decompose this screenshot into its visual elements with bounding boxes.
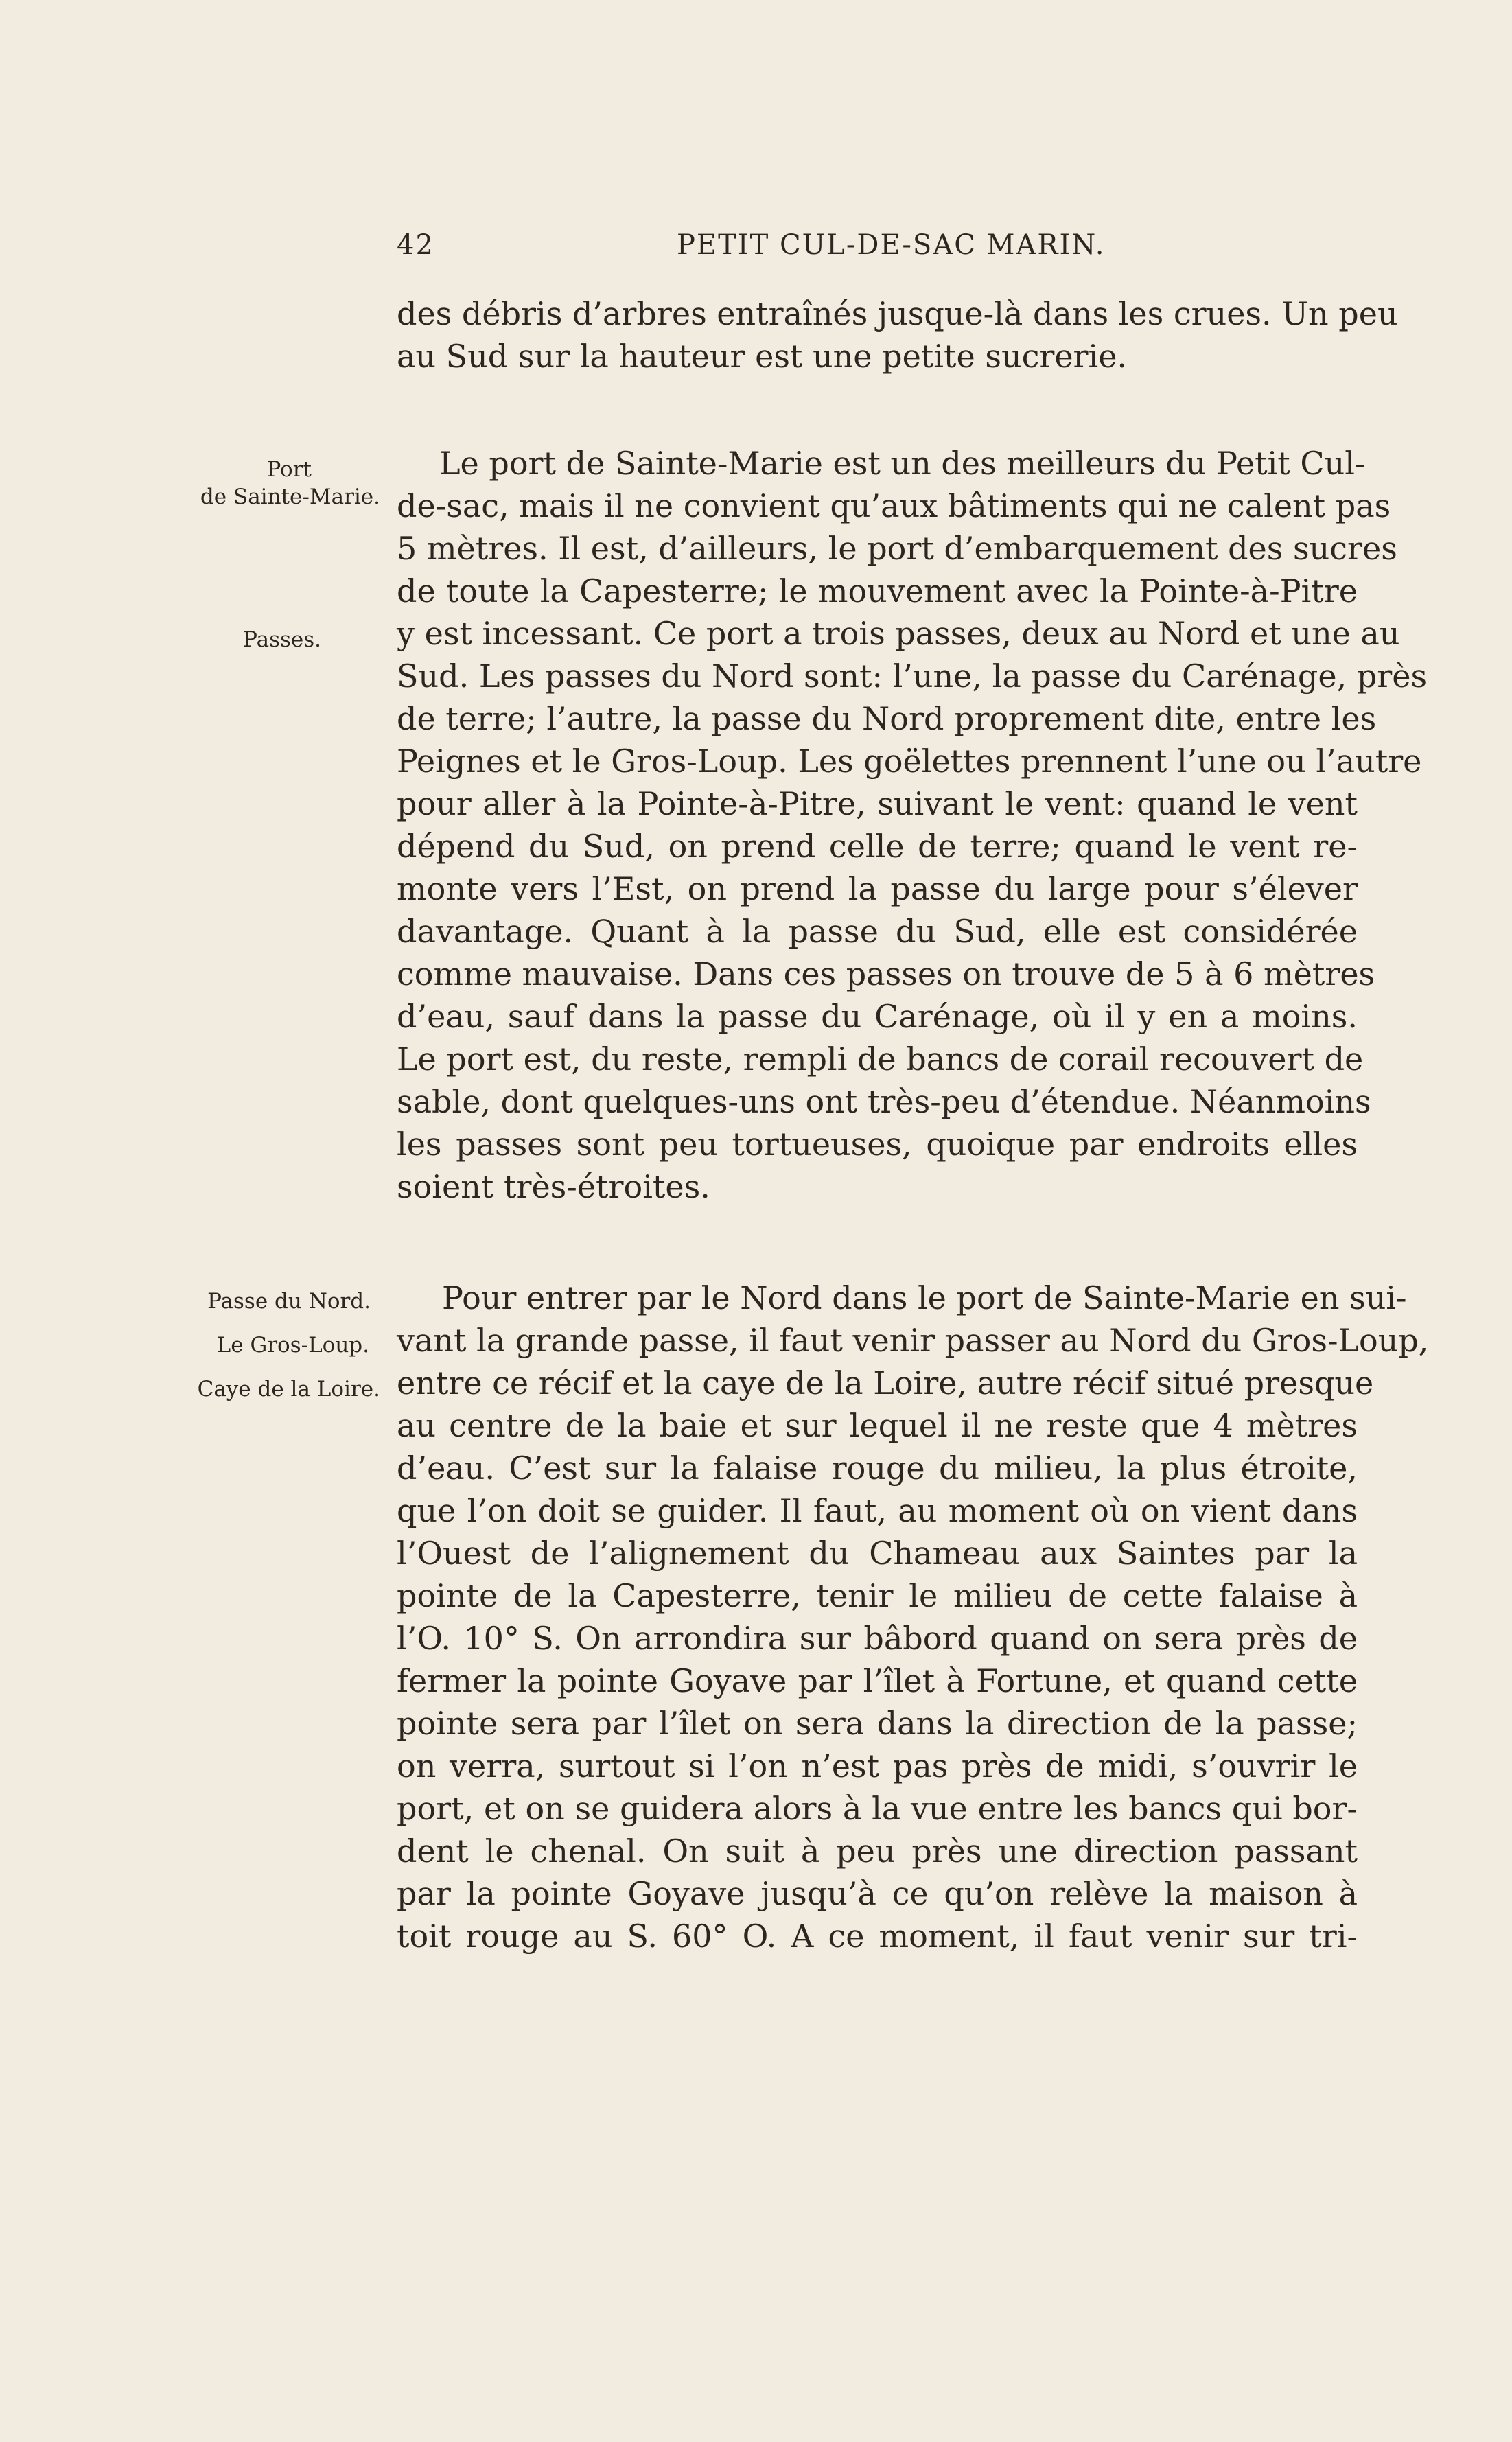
text-line: y est incessant. Ce port a trois passes, deux au Nord et une au — [397, 615, 1400, 652]
page-number: 42 — [397, 229, 434, 261]
text-line: Sud. Les passes du Nord sont: l’une, la passe du Carénage, près — [397, 658, 1428, 695]
text-line: on verra, surtout si l’on n’est pas près de midi, s’ouvrir le — [397, 1747, 1358, 1784]
text-line: comme mauvaise. Dans ces passes on trouve de 5 à 6 mètres — [397, 955, 1375, 992]
text-line: Le port est, du reste, rempli de bancs de corail recouvert de — [397, 1040, 1364, 1078]
text-line: dent le chenal. On suit à peu près une direction passant — [397, 1833, 1358, 1870]
page-header — [397, 229, 1358, 270]
margin-note-port: Port — [266, 457, 312, 482]
text-line: de-sac, mais il ne convient qu’aux bâtiments qui ne calent pas — [397, 487, 1391, 524]
text-line: 5 mètres. Il est, d’ailleurs, le port d’embarquement des sucres — [397, 530, 1397, 567]
margin-note-sainte-marie: de Sainte-Marie. — [200, 485, 380, 509]
text-line: pointe de la Capesterre, tenir le milieu de cette falaise à — [397, 1577, 1358, 1614]
text-line: monte vers l’Est, on prend la passe du large pour s’élever — [397, 870, 1358, 907]
text-line: vant la grande passe, il faut venir passer au Nord du Gros-Loup, — [397, 1322, 1429, 1359]
text-line: pour aller à la Pointe-à-Pitre, suivant le vent: quand le vent — [397, 785, 1358, 822]
text-line: au Sud sur la hauteur est une petite sucrerie. — [397, 338, 1128, 375]
running-title: PETIT CUL-DE-SAC MARIN. — [677, 229, 1106, 261]
text-line: toit rouge au S. 60° O. A ce moment, il faut venir sur tri- — [397, 1918, 1358, 1955]
text-line: dépend du Sud, on prend celle de terre; quand le vent re- — [397, 828, 1358, 865]
margin-note-gros-loup: Le Gros-Loup. — [216, 1333, 369, 1358]
text-line: port, et on se guidera alors à la vue entre les bancs qui bor- — [397, 1790, 1358, 1827]
text-line: par la pointe Goyave jusqu’à ce qu’on relève la maison à — [397, 1875, 1358, 1912]
text-line: de terre; l’autre, la passe du Nord proprement dite, entre les — [397, 700, 1377, 737]
text-line: les passes sont peu tortueuses, quoique par endroits elles — [397, 1126, 1358, 1163]
text-line: Le port de Sainte-Marie est un des meilleurs du Petit Cul- — [439, 445, 1366, 482]
text-line: d’eau. C’est sur la falaise rouge du milieu, la plus étroite, — [397, 1450, 1358, 1487]
text-line: soient très-étroites. — [397, 1168, 710, 1205]
text-line: entre ce récif et la caye de la Loire, autre récif situé presque — [397, 1364, 1374, 1402]
margin-note-passe-du-nord: Passe du Nord. — [207, 1289, 371, 1314]
text-line: l’O. 10° S. On arrondira sur bâbord quand on sera près de — [397, 1620, 1358, 1657]
text-line: fermer la pointe Goyave par l’îlet à Fortune, et quand cette — [397, 1662, 1358, 1699]
text-line: l’Ouest de l’alignement du Chameau aux Saintes par la — [397, 1535, 1358, 1572]
text-line: de toute la Capesterre; le mouvement avec la Pointe-à-Pitre — [397, 572, 1358, 609]
margin-note-caye-loire: Caye de la Loire. — [197, 1377, 380, 1402]
text-line: des débris d’arbres entraînés jusque-là dans les crues. Un peu — [397, 295, 1398, 332]
text-line: Peignes et le Gros-Loup. Les goëlettes prennent l’une ou l’autre — [397, 743, 1422, 780]
text-line: que l’on doit se guider. Il faut, au moment où on vient dans — [397, 1492, 1358, 1529]
text-line: davantage. Quant à la passe du Sud, elle est considérée — [397, 913, 1358, 950]
text-line: Pour entrer par le Nord dans le port de Sainte-Marie en sui- — [442, 1279, 1407, 1316]
margin-note-passes: Passes. — [243, 627, 321, 652]
text-line: d’eau, sauf dans la passe du Carénage, où il y en a moins. — [397, 998, 1358, 1035]
text-line: sable, dont quelques-uns ont très-peu d’étendue. Néanmoins — [397, 1083, 1371, 1120]
text-line: au centre de la baie et sur lequel il ne reste que 4 mètres — [397, 1407, 1358, 1444]
text-line: pointe sera par l’îlet on sera dans la direction de la passe; — [397, 1705, 1358, 1742]
